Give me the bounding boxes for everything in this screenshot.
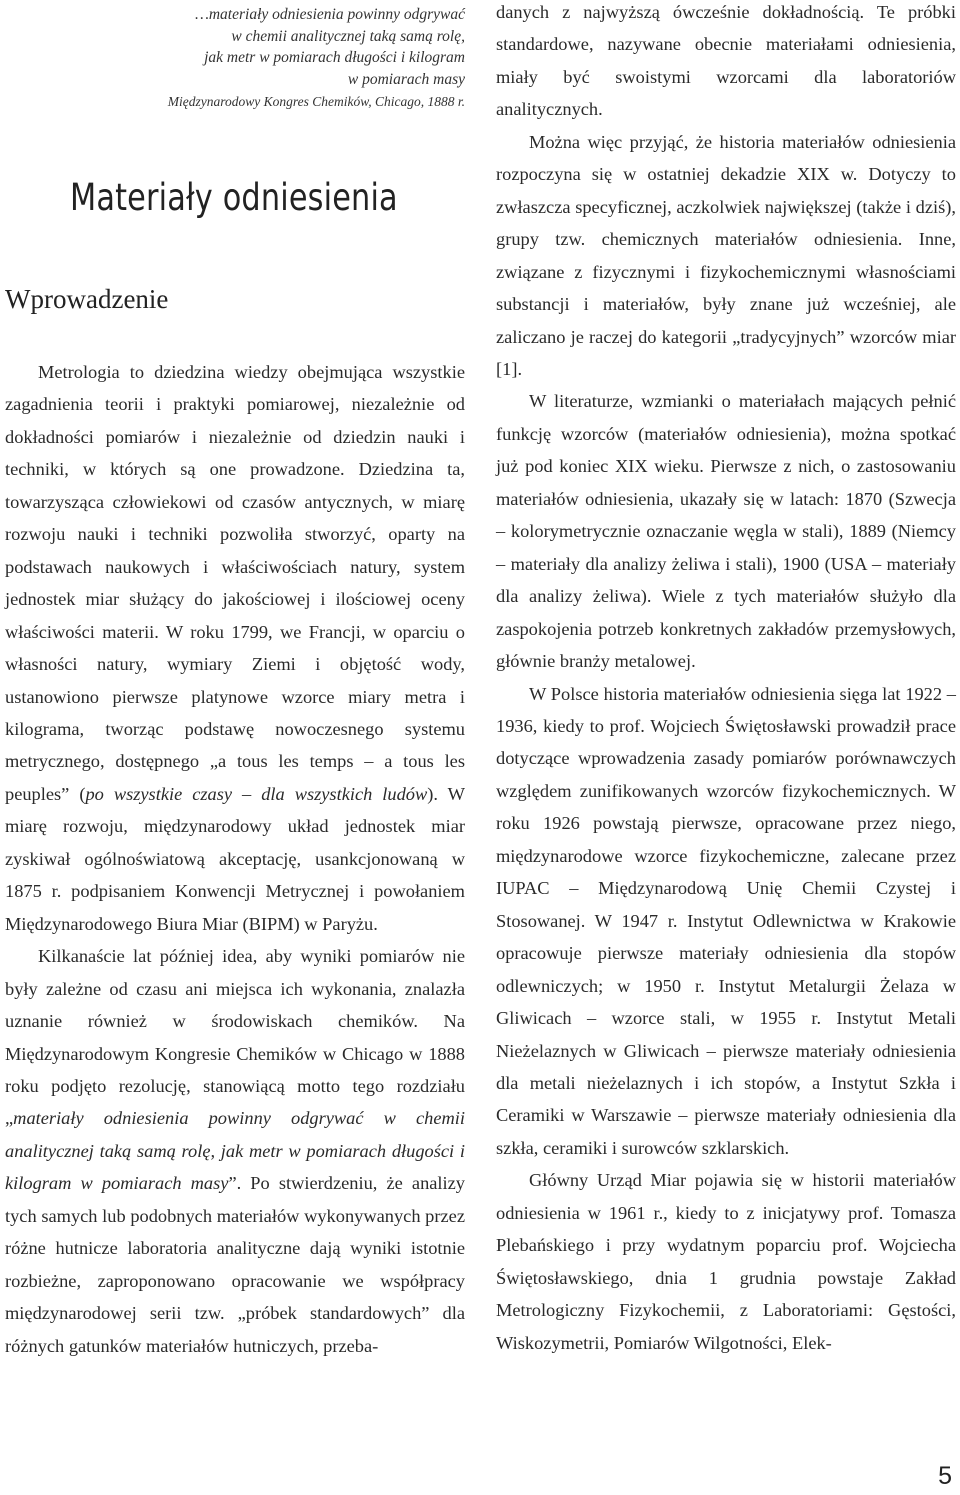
paragraph-text: Metrologia to dziedzina wiedzy obejmująca wszystkie zagadnienia teorii i praktyki pomiarowej, niezależnie od dokładności pomiarów i niezależnie od dziedzin nauki i techniki, w których są one prowadzone. Dziedzina ta, towarzysząca człowiekowi od czasów antycznych, w miarę rozwoju nauki i techniki pozwoliła stworzyć, oparty na podstawach naukowych i właściwościach natury, system jednostek miar służący do jakościowej i ilościowej oceny właściwości materii. W roku 1799, we Francji, w oparciu o własności natury, wymiary Ziemi i objętość wody, ustanowiono pierwsze platynowe wzorce miary metra i kilograma, tworząc podstawę nowoczesnego systemu metrycznego, dostępnego „a tous les temps – a tous les peuples” ( xyxy=(5,362,465,804)
paragraph: danych z najwyższą ówcześnie dokładnością. Te próbki standardowe, nazywane obecnie materiałami odniesienia, miały być swoistymi wzorcami dla laboratoriów analitycznych. xyxy=(496,2,956,120)
paragraph-italic-text: materiały odniesienia powinny odgrywać w chemii analitycznej taką samą rolę, jak metr w pomiarach długości i kilogram w pomiarach masy xyxy=(5,1108,465,1194)
epigraph-line: w chemii analitycznej taką samą rolę, xyxy=(231,27,465,45)
page-number: 5 xyxy=(938,1462,952,1490)
section-title: Wprowadzenie xyxy=(5,284,169,314)
epigraph-line: w pomiarach masy xyxy=(347,70,465,88)
paragraph-text: ). W miarę rozwoju, międzynarodowy układ jednostek miar zyskiwał ogólnoświatową akceptację, usankcjonowaną w 1875 r. podpisaniem Konwencji Metrycznej i powołaniem Międzynarodowego Biura Miar (BIPM) w Paryżu. xyxy=(5,783,466,934)
paragraph xyxy=(5,356,465,940)
chapter-title: Materiały odniesienia xyxy=(70,176,398,219)
paragraph: W literaturze, wzmianki o materiałach mających pełnić funkcję wzorców (materiałów odniesienia), można spotkać już pod koniec XIX wieku. Pierwsze z nich, o zastosowaniu materiałów odniesienia, ukazały się w latach: 1870 (Szwecja – kolorymetrycznie oznaczanie węgla w stali), 1889 (Niemcy – materiały dla analizy żeliwa i stali), 1900 (USA – materiały dla analizy żeliwa). Wiele z tych materiałów służyło dla zaspokojenia potrzeb konkretnych zakładów przemysłowych, głównie branży metalowej. xyxy=(496,391,956,672)
left-column xyxy=(5,356,465,1362)
epigraph-line: …materiały odniesienia powinny odgrywać xyxy=(195,6,465,23)
paragraph-text: ”. Po stwierdzeniu, że analizy tych samych lub podobnych materiałów wykonywanych przez różne hutnicze laboratoria analityczne dają wyniki istotnie rozbieżne, zaproponowano opracowanie we współpracy międzynarodowej serii tzw. „próbek standardowych” dla różnych gatunków materiałów hutniczych, przeba- xyxy=(5,1173,466,1356)
epigraph xyxy=(140,4,465,113)
paragraph-italic-text: po wszystkie czasy – dla wszystkich ludów xyxy=(85,783,428,804)
paragraph: W Polsce historia materiałów odniesienia sięga lat 1922 – 1936, kiedy to prof. Wojciech Świętosławski prowadził prace dotyczące wprowadzenia zasady pomiarów porównawczych względem zunifikowanych wzorców fizykochemicznych. W roku 1926 powstają pierwsze, opracowane przez niego, międzynarodowe wzorce fizykochemiczne, zalecane przez IUPAC – Międzynarodową Unię Chemii Czystej i Stosowanej. W 1947 r. Instytut Odlewnictwa w Krakowie opracowuje pierwsze materiały odniesienia dla stopów odlewniczych; w 1950 r. Instytut Metalurgii Żelaza w Gliwicach – wzorce stali, w 1955 r. Instytut Metali Nieżelaznych w Gliwicach – pierwsze materiały odniesienia dla metali nieżelaznych i ich stopów, a Instytut Szkła i Ceramiki w Warszawie – pierwsze materiały odniesienia dla szkła, ceramiki i surowców szklarskich. xyxy=(496,683,956,1158)
epigraph-source: Międzynarodowy Kongres Chemików, Chicago, 1888 r. xyxy=(167,94,465,109)
epigraph-line: jak metr w pomiarach długości i kilogram xyxy=(204,49,465,66)
paragraph xyxy=(5,940,465,1362)
right-column xyxy=(496,0,956,1359)
paragraph: Główny Urząd Miar pojawia się w historii materiałów odniesienia w 1961 r., kiedy to z inicjatywy prof. Tomasza Plebańskiego i przy wydatnym poparciu prof. Wojciecha Świętosławskiego, dnia 1 grudnia powstaje Zakład Metrologiczny Fizykochemii, z Laboratoriami: Gęstości, Wiskozymetrii, Pomiarów Wilgotności, Elek- xyxy=(496,1170,956,1353)
paragraph-text: Kilkanaście lat później idea, aby wyniki pomiarów nie były zależne od czasu ani miejsca ich wykonania, znalazła uznanie również w środowiskach chemików. Na Międzynarodowym Kongresie Chemików w Chicago w 1888 roku podjęto rezolucję, stanowiącą motto tego rozdziału „ xyxy=(5,946,465,1129)
paragraph: Można więc przyjąć, że historia materiałów odniesienia rozpoczyna się w ostatniej dekadzie XIX w. Dotyczy to zwłaszcza specyficznej, aczkolwiek największej (także i dziś), grupy tzw. chemicznych materiałów odniesienia. Inne, związane z fizycznymi i fizykochemicznymi własnościami substancji i materiałów, były znane już wcześniej, ale zaliczano je raczej do kategorii „tradycyjnych” wzorców miar [1]. xyxy=(496,131,956,379)
